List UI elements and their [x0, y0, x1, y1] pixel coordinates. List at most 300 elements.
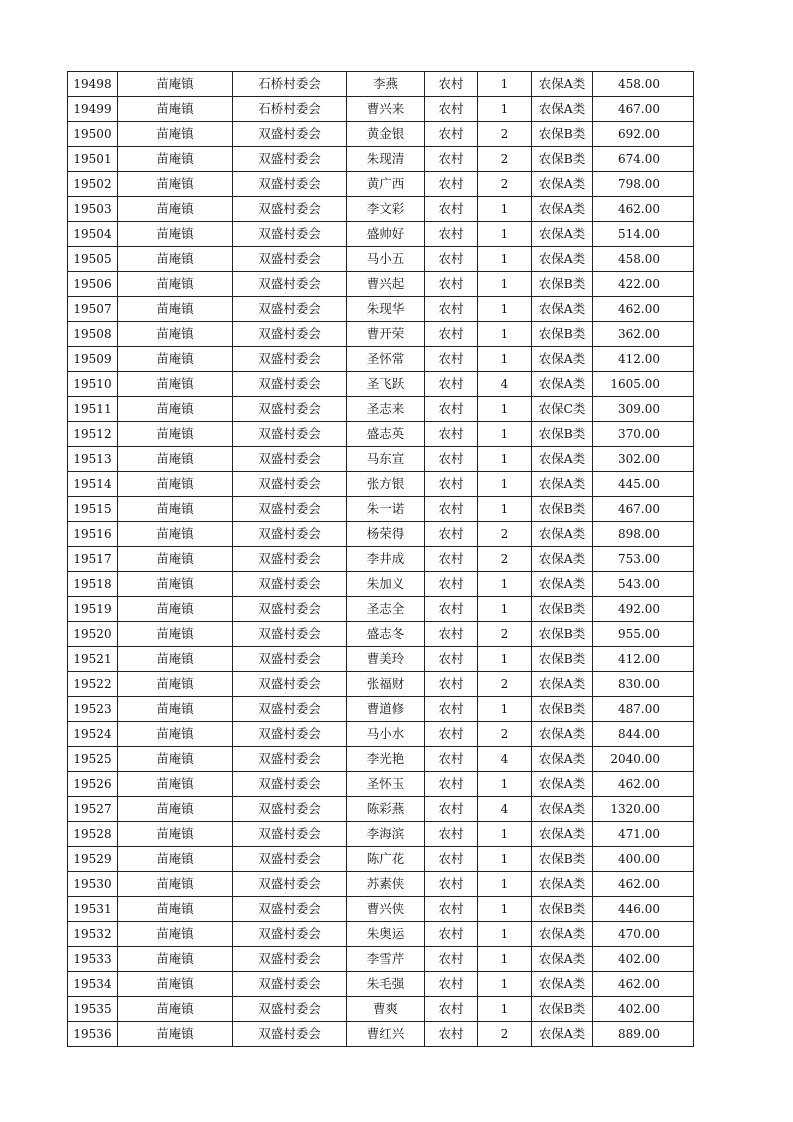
record-id-cell: 19513 — [68, 447, 118, 472]
amount-cell: 1320.00 — [593, 797, 694, 822]
table-row — [68, 622, 694, 647]
village-committee-cell: 双盛村委会 — [233, 872, 347, 897]
record-id-cell: 19525 — [68, 747, 118, 772]
household-type-cell: 农村 — [425, 847, 478, 872]
insurance-category-cell: 农保A类 — [532, 547, 593, 572]
village-committee-cell: 双盛村委会 — [233, 147, 347, 172]
household-type-cell: 农村 — [425, 622, 478, 647]
table-row — [68, 122, 694, 147]
record-id-cell: 19509 — [68, 347, 118, 372]
village-committee-cell: 双盛村委会 — [233, 197, 347, 222]
person-name-cell: 朱一诺 — [347, 497, 425, 522]
record-id-cell: 19528 — [68, 822, 118, 847]
member-count-cell: 2 — [478, 622, 532, 647]
household-type-cell: 农村 — [425, 697, 478, 722]
table-row — [68, 172, 694, 197]
household-type-cell: 农村 — [425, 1022, 478, 1047]
record-id-cell: 19510 — [68, 372, 118, 397]
table-row — [68, 397, 694, 422]
table-row — [68, 872, 694, 897]
amount-cell: 402.00 — [593, 947, 694, 972]
township-cell: 苗庵镇 — [118, 372, 233, 397]
member-count-cell: 2 — [478, 672, 532, 697]
member-count-cell: 1 — [478, 772, 532, 797]
amount-cell: 514.00 — [593, 222, 694, 247]
member-count-cell: 2 — [478, 1022, 532, 1047]
insurance-category-cell: 农保A类 — [532, 772, 593, 797]
person-name-cell: 曹美玲 — [347, 647, 425, 672]
table-row — [68, 247, 694, 272]
person-name-cell: 曹红兴 — [347, 1022, 425, 1047]
amount-cell: 798.00 — [593, 172, 694, 197]
record-id-cell: 19498 — [68, 72, 118, 97]
village-committee-cell: 双盛村委会 — [233, 1022, 347, 1047]
household-type-cell: 农村 — [425, 272, 478, 297]
household-type-cell: 农村 — [425, 747, 478, 772]
household-type-cell: 农村 — [425, 222, 478, 247]
table-row — [68, 197, 694, 222]
person-name-cell: 黄金银 — [347, 122, 425, 147]
table-row — [68, 372, 694, 397]
township-cell: 苗庵镇 — [118, 497, 233, 522]
township-cell: 苗庵镇 — [118, 397, 233, 422]
township-cell: 苗庵镇 — [118, 947, 233, 972]
table-row — [68, 672, 694, 697]
village-committee-cell: 双盛村委会 — [233, 722, 347, 747]
township-cell: 苗庵镇 — [118, 272, 233, 297]
insurance-category-cell: 农保B类 — [532, 647, 593, 672]
household-type-cell: 农村 — [425, 172, 478, 197]
member-count-cell: 1 — [478, 347, 532, 372]
township-cell: 苗庵镇 — [118, 622, 233, 647]
person-name-cell: 曹兴起 — [347, 272, 425, 297]
household-type-cell: 农村 — [425, 322, 478, 347]
person-name-cell: 马小水 — [347, 722, 425, 747]
member-count-cell: 2 — [478, 547, 532, 572]
township-cell: 苗庵镇 — [118, 822, 233, 847]
amount-cell: 412.00 — [593, 347, 694, 372]
insurance-category-cell: 农保A类 — [532, 572, 593, 597]
village-committee-cell: 双盛村委会 — [233, 647, 347, 672]
township-cell: 苗庵镇 — [118, 572, 233, 597]
table-row — [68, 222, 694, 247]
insurance-category-cell: 农保B类 — [532, 422, 593, 447]
table-row — [68, 422, 694, 447]
record-id-cell: 19524 — [68, 722, 118, 747]
table-row — [68, 572, 694, 597]
township-cell: 苗庵镇 — [118, 997, 233, 1022]
amount-cell: 362.00 — [593, 322, 694, 347]
township-cell: 苗庵镇 — [118, 647, 233, 672]
member-count-cell: 1 — [478, 922, 532, 947]
household-type-cell: 农村 — [425, 447, 478, 472]
insurance-category-cell: 农保A类 — [532, 222, 593, 247]
table-row — [68, 922, 694, 947]
village-committee-cell: 双盛村委会 — [233, 372, 347, 397]
household-type-cell: 农村 — [425, 597, 478, 622]
township-cell: 苗庵镇 — [118, 897, 233, 922]
member-count-cell: 1 — [478, 447, 532, 472]
person-name-cell: 盛志冬 — [347, 622, 425, 647]
member-count-cell: 1 — [478, 972, 532, 997]
village-committee-cell: 双盛村委会 — [233, 922, 347, 947]
village-committee-cell: 双盛村委会 — [233, 297, 347, 322]
household-type-cell: 农村 — [425, 972, 478, 997]
person-name-cell: 圣怀常 — [347, 347, 425, 372]
insurance-category-cell: 农保A类 — [532, 172, 593, 197]
insurance-category-cell: 农保B类 — [532, 697, 593, 722]
amount-cell: 955.00 — [593, 622, 694, 647]
member-count-cell: 1 — [478, 822, 532, 847]
household-type-cell: 农村 — [425, 497, 478, 522]
member-count-cell: 1 — [478, 647, 532, 672]
amount-cell: 674.00 — [593, 147, 694, 172]
insurance-category-cell: 农保A类 — [532, 722, 593, 747]
member-count-cell: 1 — [478, 222, 532, 247]
table-row — [68, 972, 694, 997]
township-cell: 苗庵镇 — [118, 222, 233, 247]
amount-cell: 458.00 — [593, 72, 694, 97]
amount-cell: 446.00 — [593, 897, 694, 922]
township-cell: 苗庵镇 — [118, 347, 233, 372]
township-cell: 苗庵镇 — [118, 322, 233, 347]
insurance-category-cell: 农保A类 — [532, 97, 593, 122]
table-row — [68, 97, 694, 122]
member-count-cell: 1 — [478, 572, 532, 597]
member-count-cell: 1 — [478, 422, 532, 447]
record-id-cell: 19503 — [68, 197, 118, 222]
amount-cell: 543.00 — [593, 572, 694, 597]
township-cell: 苗庵镇 — [118, 972, 233, 997]
person-name-cell: 李光艳 — [347, 747, 425, 772]
person-name-cell: 朱现华 — [347, 297, 425, 322]
village-committee-cell: 双盛村委会 — [233, 172, 347, 197]
table-row — [68, 997, 694, 1022]
table-row — [68, 272, 694, 297]
records-table-body — [68, 72, 694, 1047]
table-row — [68, 447, 694, 472]
record-id-cell: 19514 — [68, 472, 118, 497]
amount-cell: 753.00 — [593, 547, 694, 572]
insurance-category-cell: 农保B类 — [532, 897, 593, 922]
township-cell: 苗庵镇 — [118, 97, 233, 122]
household-type-cell: 农村 — [425, 547, 478, 572]
household-type-cell: 农村 — [425, 197, 478, 222]
member-count-cell: 1 — [478, 247, 532, 272]
amount-cell: 470.00 — [593, 922, 694, 947]
person-name-cell: 曹兴侠 — [347, 897, 425, 922]
insurance-category-cell: 农保A类 — [532, 72, 593, 97]
village-committee-cell: 双盛村委会 — [233, 747, 347, 772]
table-row — [68, 747, 694, 772]
record-id-cell: 19502 — [68, 172, 118, 197]
record-id-cell: 19501 — [68, 147, 118, 172]
member-count-cell: 1 — [478, 72, 532, 97]
amount-cell: 830.00 — [593, 672, 694, 697]
person-name-cell: 马东宣 — [347, 447, 425, 472]
insurance-category-cell: 农保A类 — [532, 822, 593, 847]
table-row — [68, 947, 694, 972]
amount-cell: 402.00 — [593, 997, 694, 1022]
person-name-cell: 朱加义 — [347, 572, 425, 597]
amount-cell: 898.00 — [593, 522, 694, 547]
insurance-category-cell: 农保B类 — [532, 322, 593, 347]
member-count-cell: 1 — [478, 497, 532, 522]
household-type-cell: 农村 — [425, 647, 478, 672]
amount-cell: 400.00 — [593, 847, 694, 872]
village-committee-cell: 双盛村委会 — [233, 422, 347, 447]
insurance-category-cell: 农保B类 — [532, 622, 593, 647]
member-count-cell: 1 — [478, 947, 532, 972]
household-type-cell: 农村 — [425, 97, 478, 122]
table-row — [68, 697, 694, 722]
table-row — [68, 72, 694, 97]
member-count-cell: 4 — [478, 797, 532, 822]
member-count-cell: 2 — [478, 122, 532, 147]
village-committee-cell: 双盛村委会 — [233, 247, 347, 272]
member-count-cell: 2 — [478, 172, 532, 197]
insurance-category-cell: 农保B类 — [532, 147, 593, 172]
amount-cell: 462.00 — [593, 872, 694, 897]
record-id-cell: 19512 — [68, 422, 118, 447]
township-cell: 苗庵镇 — [118, 422, 233, 447]
insurance-category-cell: 农保B类 — [532, 847, 593, 872]
amount-cell: 471.00 — [593, 822, 694, 847]
amount-cell: 462.00 — [593, 772, 694, 797]
record-id-cell: 19536 — [68, 1022, 118, 1047]
township-cell: 苗庵镇 — [118, 522, 233, 547]
member-count-cell: 1 — [478, 97, 532, 122]
amount-cell: 492.00 — [593, 597, 694, 622]
household-type-cell: 农村 — [425, 147, 478, 172]
member-count-cell: 1 — [478, 472, 532, 497]
household-type-cell: 农村 — [425, 247, 478, 272]
township-cell: 苗庵镇 — [118, 247, 233, 272]
member-count-cell: 1 — [478, 272, 532, 297]
village-committee-cell: 双盛村委会 — [233, 322, 347, 347]
amount-cell: 462.00 — [593, 197, 694, 222]
member-count-cell: 4 — [478, 747, 532, 772]
member-count-cell: 1 — [478, 697, 532, 722]
insurance-category-cell: 农保A类 — [532, 247, 593, 272]
table-row — [68, 797, 694, 822]
amount-cell: 412.00 — [593, 647, 694, 672]
record-id-cell: 19511 — [68, 397, 118, 422]
insurance-category-cell: 农保B类 — [532, 997, 593, 1022]
village-committee-cell: 双盛村委会 — [233, 272, 347, 297]
household-type-cell: 农村 — [425, 72, 478, 97]
amount-cell: 462.00 — [593, 972, 694, 997]
household-type-cell: 农村 — [425, 672, 478, 697]
insurance-category-cell: 农保C类 — [532, 397, 593, 422]
member-count-cell: 1 — [478, 297, 532, 322]
table-row — [68, 722, 694, 747]
village-committee-cell: 双盛村委会 — [233, 472, 347, 497]
household-type-cell: 农村 — [425, 422, 478, 447]
insurance-category-cell: 农保A类 — [532, 197, 593, 222]
table-row — [68, 822, 694, 847]
village-committee-cell: 双盛村委会 — [233, 697, 347, 722]
person-name-cell: 陈彩燕 — [347, 797, 425, 822]
township-cell: 苗庵镇 — [118, 297, 233, 322]
amount-cell: 309.00 — [593, 397, 694, 422]
person-name-cell: 曹兴来 — [347, 97, 425, 122]
amount-cell: 844.00 — [593, 722, 694, 747]
insurance-category-cell: 农保A类 — [532, 447, 593, 472]
insurance-category-cell: 农保A类 — [532, 747, 593, 772]
insurance-category-cell: 农保A类 — [532, 472, 593, 497]
amount-cell: 370.00 — [593, 422, 694, 447]
person-name-cell: 李文彩 — [347, 197, 425, 222]
village-committee-cell: 双盛村委会 — [233, 897, 347, 922]
table-row — [68, 772, 694, 797]
insurance-category-cell: 农保A类 — [532, 922, 593, 947]
person-name-cell: 曹道修 — [347, 697, 425, 722]
table-row — [68, 647, 694, 672]
township-cell: 苗庵镇 — [118, 122, 233, 147]
person-name-cell: 圣怀玉 — [347, 772, 425, 797]
township-cell: 苗庵镇 — [118, 922, 233, 947]
township-cell: 苗庵镇 — [118, 797, 233, 822]
village-committee-cell: 双盛村委会 — [233, 672, 347, 697]
household-type-cell: 农村 — [425, 372, 478, 397]
person-name-cell: 李雪芹 — [347, 947, 425, 972]
insurance-category-cell: 农保A类 — [532, 1022, 593, 1047]
township-cell: 苗庵镇 — [118, 722, 233, 747]
record-id-cell: 19516 — [68, 522, 118, 547]
amount-cell: 422.00 — [593, 272, 694, 297]
record-id-cell: 19499 — [68, 97, 118, 122]
person-name-cell: 圣飞跃 — [347, 372, 425, 397]
village-committee-cell: 双盛村委会 — [233, 797, 347, 822]
insurance-category-cell: 农保A类 — [532, 672, 593, 697]
village-committee-cell: 双盛村委会 — [233, 547, 347, 572]
insurance-category-cell: 农保A类 — [532, 947, 593, 972]
household-type-cell: 农村 — [425, 122, 478, 147]
person-name-cell: 张福财 — [347, 672, 425, 697]
record-id-cell: 19506 — [68, 272, 118, 297]
record-id-cell: 19535 — [68, 997, 118, 1022]
village-committee-cell: 双盛村委会 — [233, 947, 347, 972]
person-name-cell: 李燕 — [347, 72, 425, 97]
member-count-cell: 2 — [478, 722, 532, 747]
amount-cell: 889.00 — [593, 1022, 694, 1047]
village-committee-cell: 双盛村委会 — [233, 972, 347, 997]
household-type-cell: 农村 — [425, 922, 478, 947]
record-id-cell: 19533 — [68, 947, 118, 972]
household-type-cell: 农村 — [425, 722, 478, 747]
insurance-category-cell: 农保A类 — [532, 972, 593, 997]
village-committee-cell: 双盛村委会 — [233, 622, 347, 647]
member-count-cell: 1 — [478, 597, 532, 622]
table-row — [68, 322, 694, 347]
village-committee-cell: 石桥村委会 — [233, 72, 347, 97]
township-cell: 苗庵镇 — [118, 772, 233, 797]
member-count-cell: 2 — [478, 147, 532, 172]
person-name-cell: 李海滨 — [347, 822, 425, 847]
township-cell: 苗庵镇 — [118, 847, 233, 872]
member-count-cell: 1 — [478, 197, 532, 222]
record-id-cell: 19527 — [68, 797, 118, 822]
village-committee-cell: 双盛村委会 — [233, 522, 347, 547]
household-type-cell: 农村 — [425, 997, 478, 1022]
record-id-cell: 19500 — [68, 122, 118, 147]
amount-cell: 458.00 — [593, 247, 694, 272]
township-cell: 苗庵镇 — [118, 597, 233, 622]
member-count-cell: 4 — [478, 372, 532, 397]
amount-cell: 462.00 — [593, 297, 694, 322]
township-cell: 苗庵镇 — [118, 472, 233, 497]
township-cell: 苗庵镇 — [118, 197, 233, 222]
household-type-cell: 农村 — [425, 772, 478, 797]
township-cell: 苗庵镇 — [118, 172, 233, 197]
record-id-cell: 19518 — [68, 572, 118, 597]
person-name-cell: 盛志英 — [347, 422, 425, 447]
insurance-category-cell: 农保A类 — [532, 872, 593, 897]
person-name-cell: 盛帅好 — [347, 222, 425, 247]
amount-cell: 467.00 — [593, 97, 694, 122]
record-id-cell: 19522 — [68, 672, 118, 697]
village-committee-cell: 双盛村委会 — [233, 597, 347, 622]
amount-cell: 467.00 — [593, 497, 694, 522]
person-name-cell: 杨荣得 — [347, 522, 425, 547]
person-name-cell: 圣志来 — [347, 397, 425, 422]
township-cell: 苗庵镇 — [118, 697, 233, 722]
record-id-cell: 19515 — [68, 497, 118, 522]
household-type-cell: 农村 — [425, 822, 478, 847]
household-type-cell: 农村 — [425, 522, 478, 547]
record-id-cell: 19523 — [68, 697, 118, 722]
village-committee-cell: 双盛村委会 — [233, 347, 347, 372]
table-row — [68, 522, 694, 547]
member-count-cell: 1 — [478, 322, 532, 347]
record-id-cell: 19521 — [68, 647, 118, 672]
insurance-category-cell: 农保B类 — [532, 597, 593, 622]
record-id-cell: 19507 — [68, 297, 118, 322]
household-type-cell: 农村 — [425, 297, 478, 322]
village-committee-cell: 双盛村委会 — [233, 122, 347, 147]
village-committee-cell: 双盛村委会 — [233, 497, 347, 522]
records-table — [67, 71, 694, 1047]
village-committee-cell: 双盛村委会 — [233, 997, 347, 1022]
township-cell: 苗庵镇 — [118, 1022, 233, 1047]
insurance-category-cell: 农保A类 — [532, 372, 593, 397]
record-id-cell: 19534 — [68, 972, 118, 997]
amount-cell: 2040.00 — [593, 747, 694, 772]
record-id-cell: 19504 — [68, 222, 118, 247]
person-name-cell: 朱现清 — [347, 147, 425, 172]
household-type-cell: 农村 — [425, 872, 478, 897]
record-id-cell: 19508 — [68, 322, 118, 347]
insurance-category-cell: 农保A类 — [532, 347, 593, 372]
township-cell: 苗庵镇 — [118, 872, 233, 897]
person-name-cell: 苏素侠 — [347, 872, 425, 897]
village-committee-cell: 石桥村委会 — [233, 97, 347, 122]
insurance-category-cell: 农保A类 — [532, 522, 593, 547]
member-count-cell: 1 — [478, 397, 532, 422]
record-id-cell: 19526 — [68, 772, 118, 797]
table-row — [68, 497, 694, 522]
village-committee-cell: 双盛村委会 — [233, 397, 347, 422]
person-name-cell: 李井成 — [347, 547, 425, 572]
table-row — [68, 897, 694, 922]
amount-cell: 487.00 — [593, 697, 694, 722]
person-name-cell: 张方银 — [347, 472, 425, 497]
insurance-category-cell: 农保B类 — [532, 497, 593, 522]
village-committee-cell: 双盛村委会 — [233, 772, 347, 797]
household-type-cell: 农村 — [425, 347, 478, 372]
insurance-category-cell: 农保A类 — [532, 797, 593, 822]
